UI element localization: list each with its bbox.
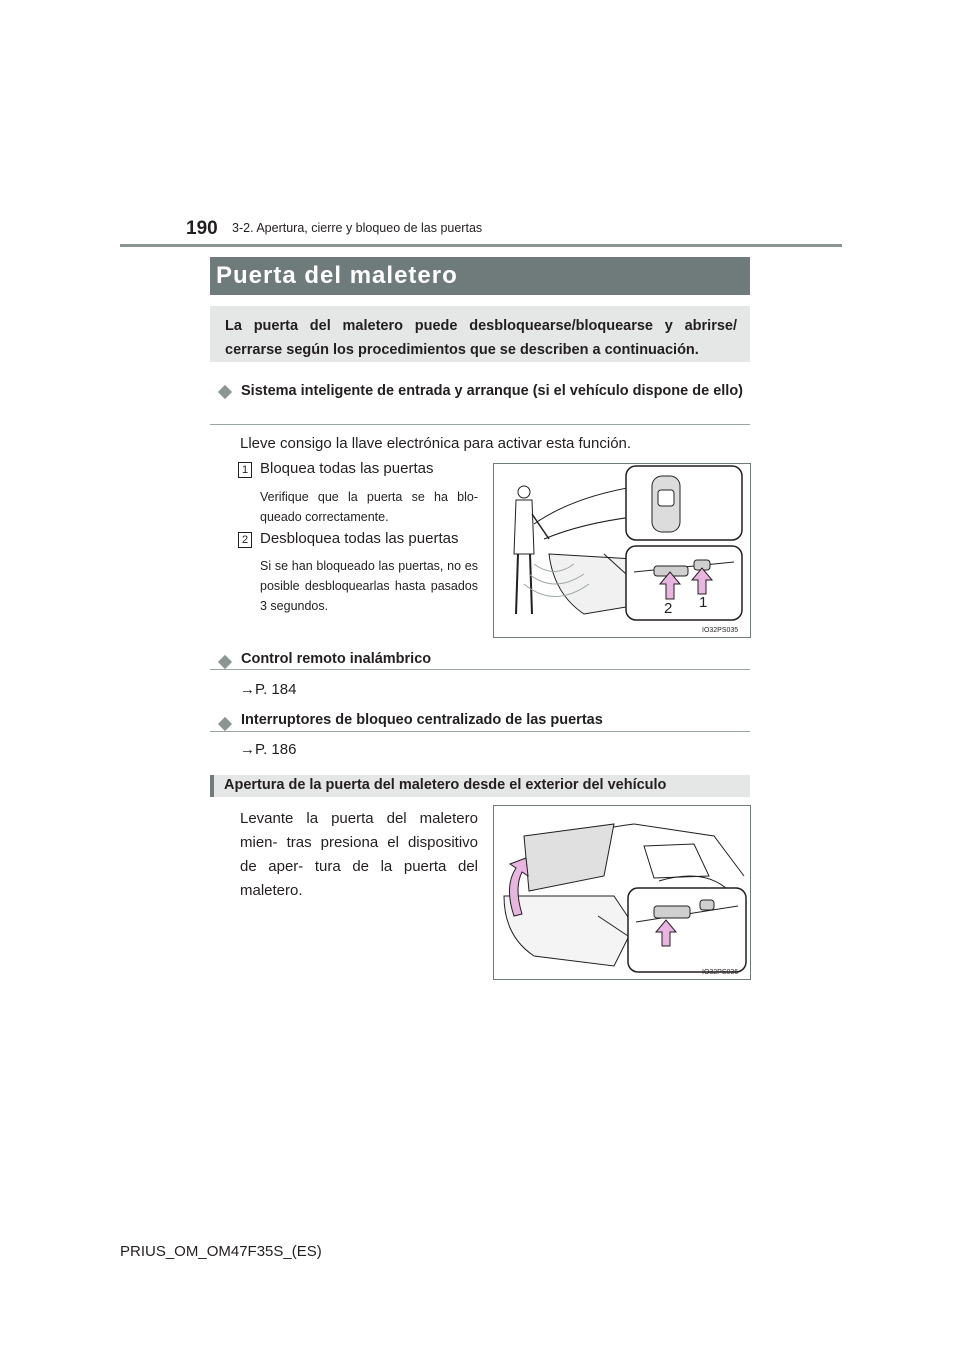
header-rule xyxy=(120,244,842,247)
diamond-bullet-icon xyxy=(220,384,230,402)
opening-text: Levante la puerta del maletero mien- tras presiona el dispositivo de aper- tura de la puerta del maletero. xyxy=(240,810,478,899)
section-rule xyxy=(210,669,750,670)
page-title: Puerta del maletero xyxy=(216,262,458,289)
smart-entry-text: Lleve consigo la llave electrónica para activar esta función. xyxy=(240,435,632,452)
section-reference: 3-2. Apertura, cierre y bloqueo de las puertas xyxy=(232,221,483,235)
item-number-box: 2 xyxy=(238,532,252,548)
smart-entry-figure xyxy=(493,463,751,638)
page-number: 190 xyxy=(186,218,218,239)
item-note: Verifique que la puerta se ha blo- queado correctamente. xyxy=(260,490,478,524)
item-label: Desbloquea todas las puertas xyxy=(260,530,459,547)
opening-section-heading: Apertura de la puerta del maletero desde el exterior del vehículo xyxy=(224,777,667,793)
trunk-open-illustration xyxy=(494,806,750,979)
section-rule xyxy=(210,424,750,425)
figure-code: IO32PS035 xyxy=(702,627,739,634)
intro-text: La puerta del maletero puede desbloquearse/bloquearse y abrirse/ cerrarse según los procedimientos que se describen a continuación. xyxy=(225,318,737,358)
item-label: Bloquea todas las puertas xyxy=(260,460,434,477)
remote-page-ref: →P. 184 xyxy=(240,681,297,698)
figure-code: IO32PS036 xyxy=(702,969,739,976)
item-number-box: 1 xyxy=(238,462,252,478)
callout-2: 2 xyxy=(664,600,673,617)
remote-heading: Control remoto inalámbrico xyxy=(241,651,432,667)
section-rule xyxy=(210,731,750,732)
smart-entry-illustration xyxy=(494,464,750,637)
trunk-open-figure xyxy=(493,805,751,980)
item-note: Si se han bloqueado las puertas, no es posible desbloquearlas hasta pasados 3 segundos. xyxy=(260,559,478,613)
central-lock-heading: Interruptores de bloqueo centralizado de las puertas xyxy=(241,712,603,728)
callout-1: 1 xyxy=(699,594,708,611)
central-lock-page-ref: →P. 186 xyxy=(240,741,297,758)
smart-entry-heading: Sistema inteligente de entrada y arranque (si el vehículo dispone de ello) xyxy=(241,383,743,399)
footer-document-code: PRIUS_OM_OM47F35S_(ES) xyxy=(120,1243,322,1260)
